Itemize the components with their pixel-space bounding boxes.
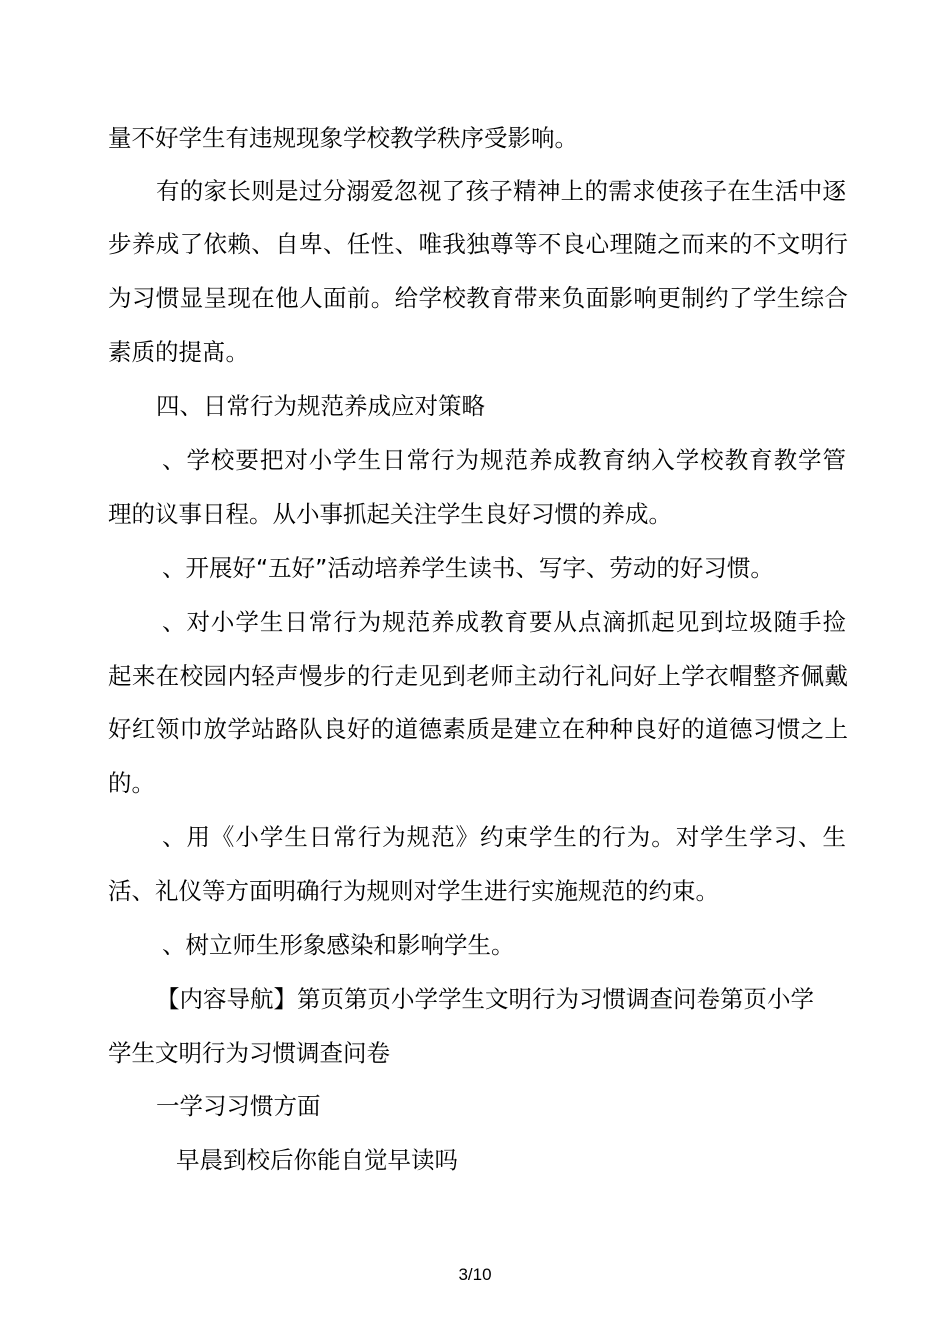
- text-line-2: 有的家长则是过分溺爱忽视了孩子精神上的需求使孩子在生活中逐: [156, 177, 846, 205]
- section-heading: 四、日常行为规范养成应对策略: [156, 392, 485, 420]
- text-line-8: 理的议事日程。从小事抓起关注学生良好习惯的养成。: [108, 500, 672, 528]
- page-number: 3/10: [458, 1265, 492, 1284]
- text-line-3: 步养成了依赖、自卑、任性、唯我独尊等不良心理随之而来的不文明行: [108, 230, 848, 258]
- text-line-4: 为习惯显呈现在他人面前。给学校教育带来负面影响更制约了学生综合: [108, 284, 848, 312]
- text-line-1: 量不好学生有违规现象学校教学秩序受影响。: [108, 124, 578, 152]
- text-line-7: 、学校要把对小学生日常行为规范养成教育纳入学校教育教学管: [162, 446, 846, 474]
- survey-question: 早晨到校后你能自觉早读吗: [176, 1146, 458, 1174]
- text-line-14: 、用《小学生日常行为规范》约束学生的行为。对学生学习、生: [162, 823, 846, 851]
- text-line-9: 、开展好“五好”活动培养学生读书、写字、劳动的好习惯。: [162, 554, 774, 582]
- subsection-heading: 一学习习惯方面: [156, 1092, 321, 1120]
- text-line-18: 学生文明行为习惯调查问卷: [108, 1039, 390, 1067]
- text-line-5: 素质的提髙。: [108, 338, 249, 366]
- text-line-13: 的。: [108, 769, 155, 797]
- content-nav-line: 【内容导航】第页第页小学学生文明行为习惯调查问卷第页小学: [156, 985, 814, 1013]
- text-line-10: 、对小学生日常行为规范养成教育要从点滴抓起见到垃圾随手捡: [162, 608, 846, 636]
- text-line-16: 、树立师生形象感染和影响学生。: [162, 931, 515, 959]
- text-line-11: 起来在校园内轻声慢步的行走见到老师主动行礼问好上学衣帽整齐佩戴: [108, 662, 848, 690]
- text-line-15: 活、礼仪等方面明确行为规则对学生进行实施规范的约束。: [108, 877, 719, 905]
- text-line-12: 好红领巾放学站路队良好的道德素质是建立在种种良好的道德习惯之上: [108, 715, 848, 743]
